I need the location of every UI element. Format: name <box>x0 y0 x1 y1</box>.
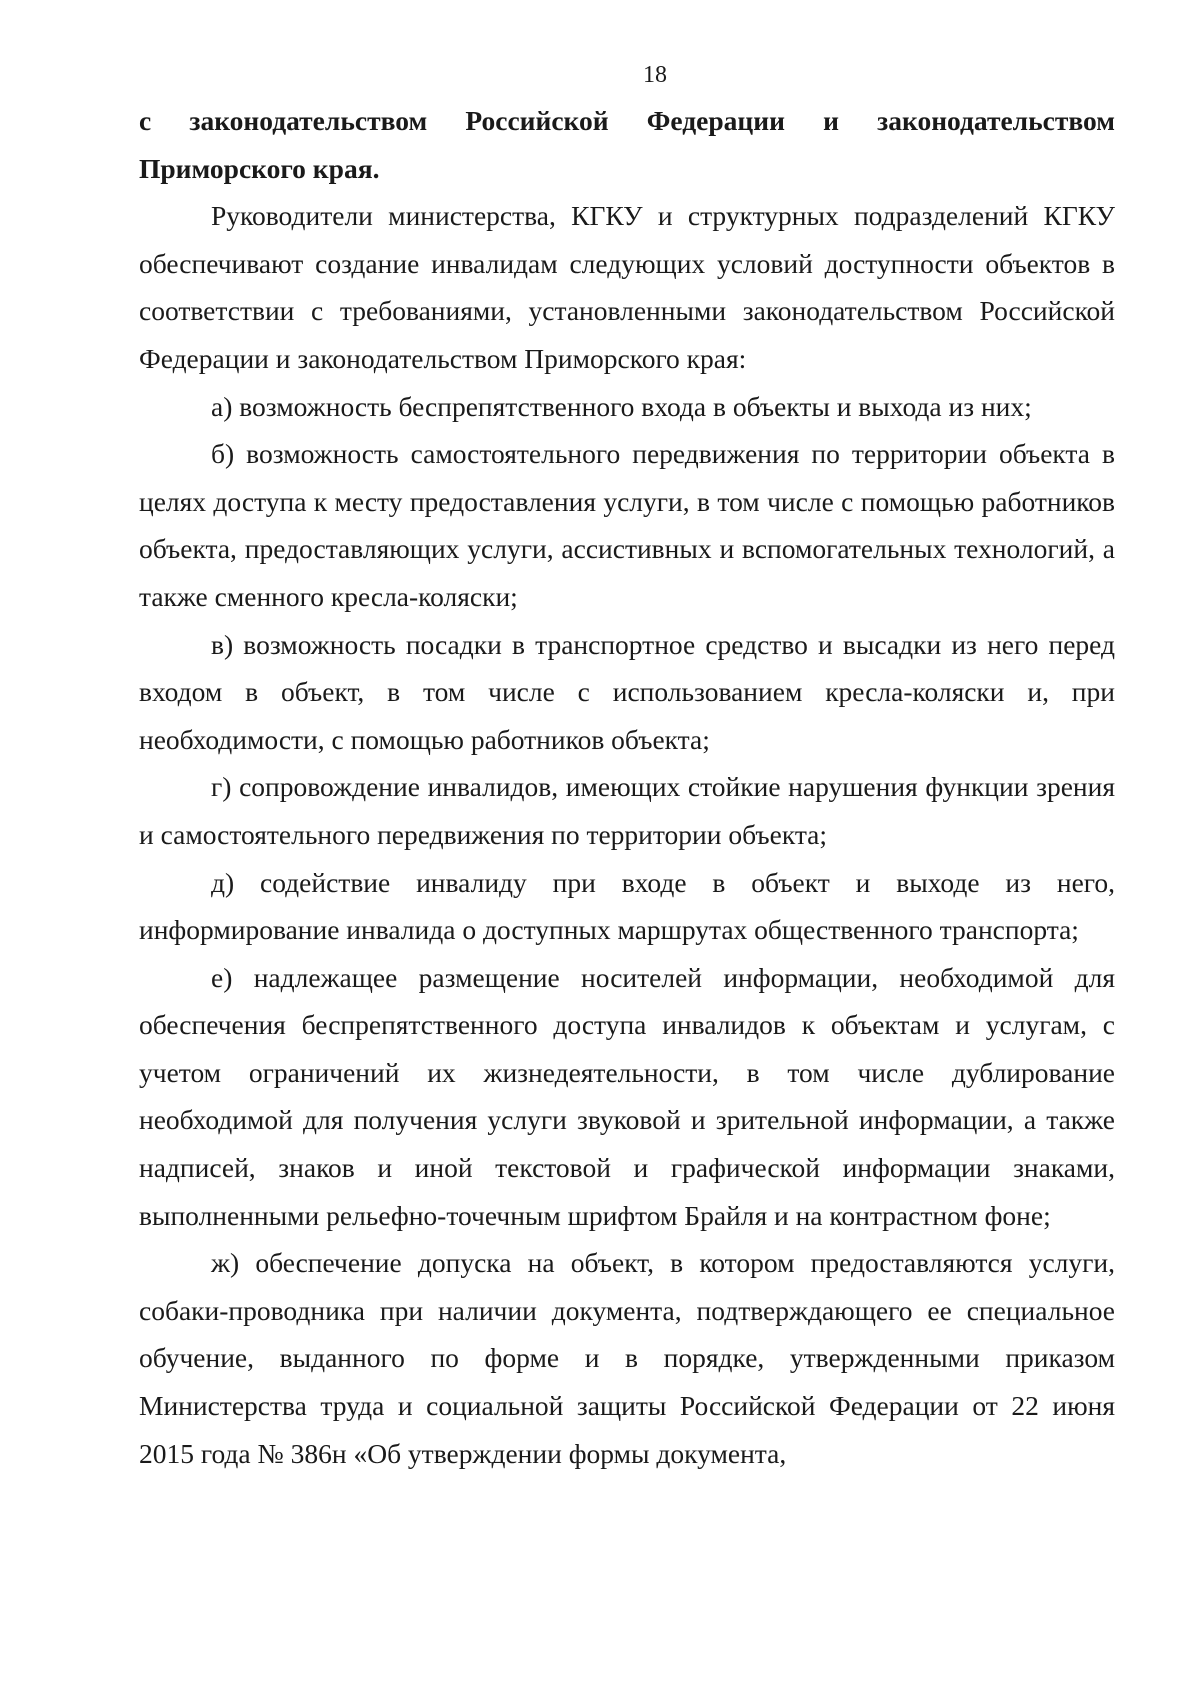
document-body <box>139 97 1115 1477</box>
list-item-zh: ж) обеспечение допуска на объект, в котором предоставляются услуги, собаки-проводника при наличии документа, подтверждающего ее специальное обучение, выданного по форме и в порядке, утвержденными приказом Министерства труда и социальной защиты Российской Федерации от 22 июня 2015 года № 386н «Об утверждении формы документа, <box>139 1247 1115 1469</box>
list-item-a: а) возможность беспрепятственного входа в объекты и выхода из них; <box>211 390 1032 422</box>
list-item-v: в) возможность посадки в транспортное средство и высадки из него перед входом в объект, в том числе с использованием кресла-коляски и, при необходимости, с помощью работников объекта; <box>139 628 1115 755</box>
paragraph-heading-continuation: с законодательством Российской Федерации и законодательством Приморского края. <box>139 105 1115 184</box>
list-item-e: е) надлежащее размещение носителей информации, необходимой для обеспечения беспрепятственного доступа инвалидов к объектам и услугам, с учетом ограничений их жизнедеятельности, в том числе дублирование необходимой для получения услуги звуковой и зрительной информации, а также надписей, знаков и иной текстовой и графической информации знаками, выполненными рельефно-точечным шрифтом Брайля и на контрастном фоне; <box>139 961 1115 1231</box>
list-item-b: б) возможность самостоятельного передвижения по территории объекта в целях доступа к месту предоставления услуги, в том числе с помощью работников объекта, предоставляющих услуги, ассистивных и вспомогательных технологий, а также сменного кресла-коляски; <box>139 438 1115 612</box>
list-item-d: д) содействие инвалиду при входе в объект и выходе из него, информирование инвалида о доступных маршрутах общественного транспорта; <box>139 866 1115 946</box>
page-number: 18 <box>643 62 667 88</box>
paragraph-intro: Руководители министерства, КГКУ и структурных подразделений КГКУ обеспечивают создание инвалидам следующих условий доступности объектов в соответствии с требованиями, установленными законодательством Российской Федерации и законодательством Приморского края: <box>139 200 1115 374</box>
list-item-g: г) сопровождение инвалидов, имеющих стойкие нарушения функции зрения и самостоятельного передвижения по территории объекта; <box>139 771 1115 850</box>
